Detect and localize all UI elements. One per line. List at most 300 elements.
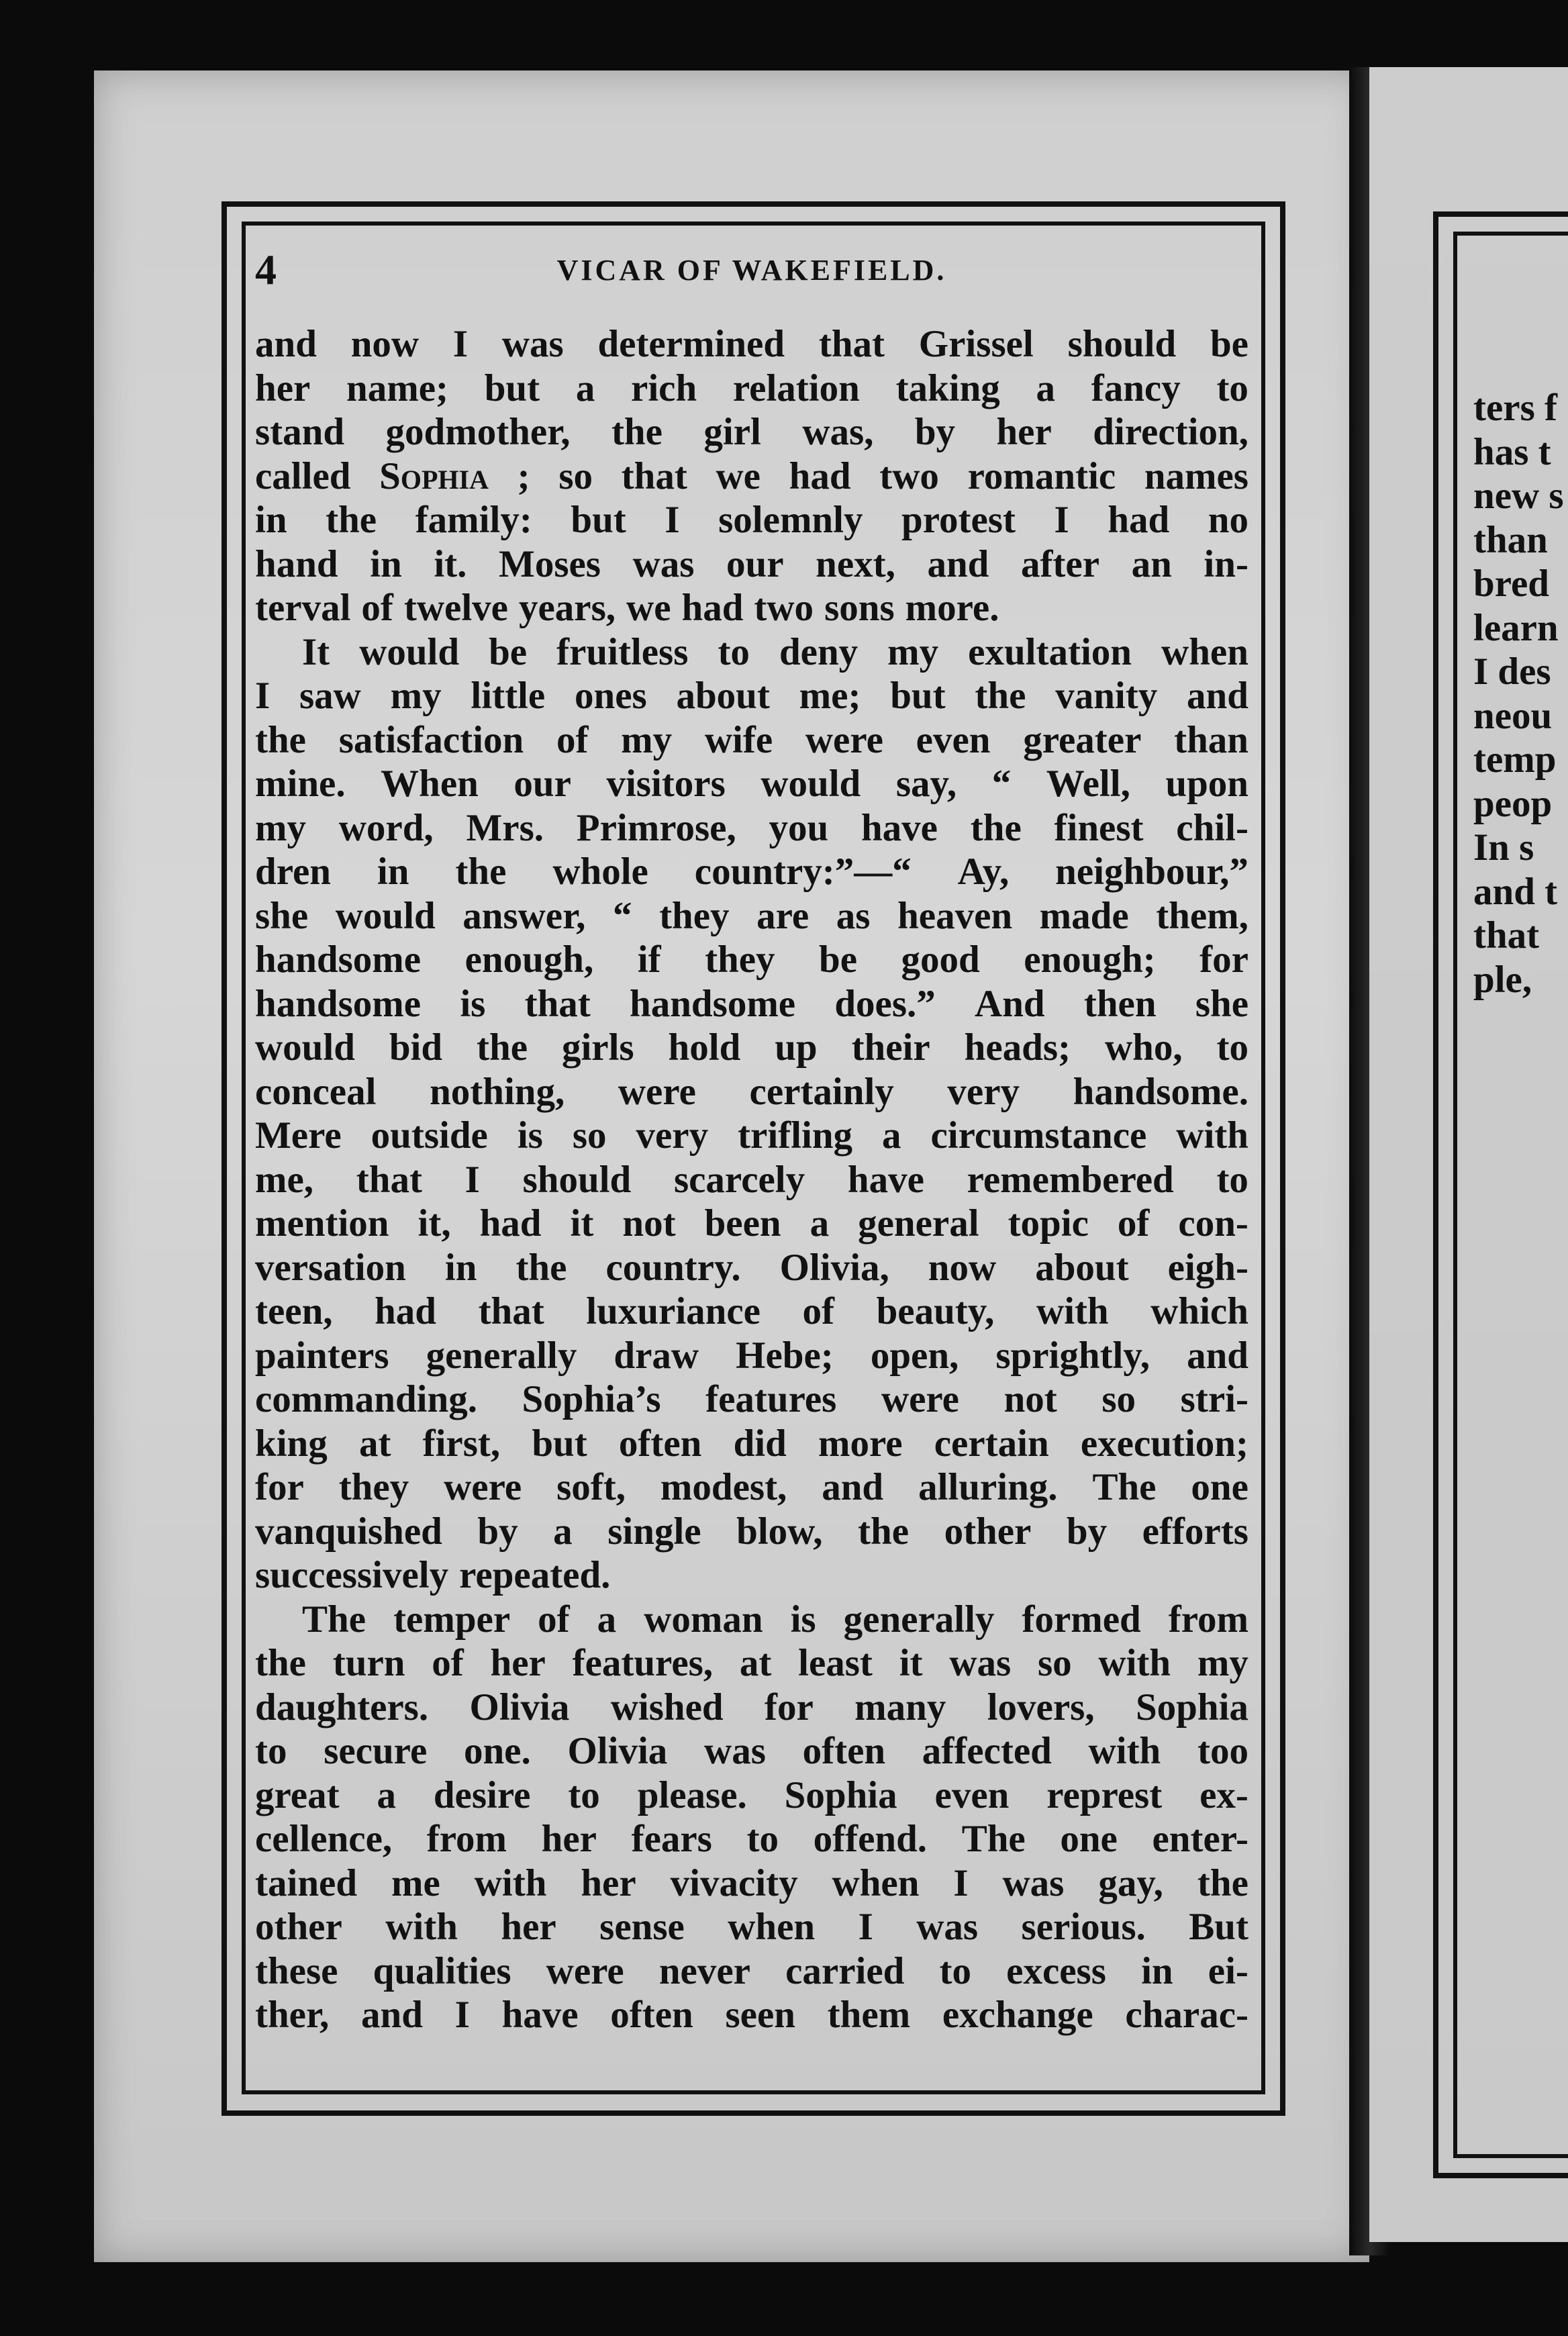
word: our [726,542,784,585]
text-line [255,1465,1248,1510]
text-line [255,367,1248,411]
word: it [899,1642,923,1684]
word: the [477,1026,528,1069]
word: And [975,982,1045,1025]
word: the [1197,1861,1248,1904]
word: The [961,1818,1026,1860]
word: her [501,1906,556,1948]
word: years, [519,587,616,629]
word: one [1191,1466,1248,1508]
word: twelve [403,587,508,629]
text-line [255,938,1248,982]
word: me [391,1861,440,1904]
word: names [1144,454,1248,497]
word: but [532,1422,587,1465]
word: fruitless [556,630,689,673]
word: exchange [942,1994,1093,2036]
word: in- [1204,542,1248,585]
word: it. [434,542,467,585]
word: but [890,675,946,717]
word: heads; [964,1026,1071,1069]
text-line [255,718,1248,763]
word: deny [779,630,859,673]
word: a [810,1202,830,1245]
text-line [255,1949,1248,1994]
facing-text-line: In s [1473,826,1534,869]
word: country. [605,1246,741,1289]
word: for [1199,938,1248,981]
word: about [1035,1246,1129,1289]
word: Primrose, [576,806,736,849]
word: when [728,1906,816,1948]
word: Grissel [918,323,1034,365]
word: generally [843,1598,995,1641]
word: many [854,1686,946,1729]
facing-text-line: than [1473,518,1548,561]
word: ther, [255,1994,330,2036]
word: with [1036,1290,1109,1332]
word: exultation [968,630,1132,673]
word: an [1131,542,1172,585]
word: outside [371,1114,488,1157]
word: country:”—“ [694,850,912,893]
word: she [255,894,309,937]
word: “ [613,894,632,937]
text-line [255,1026,1248,1070]
word: to [568,1773,600,1816]
word: of [1117,1202,1150,1245]
text-line [255,850,1248,894]
word: carried [785,1949,905,1992]
text-line [255,982,1248,1026]
word: sprightly, [995,1334,1150,1377]
word: after [1020,542,1100,585]
word: king [255,1422,328,1465]
word: been [704,1202,781,1245]
word: even [934,1773,1010,1816]
word: in [1141,1949,1173,1992]
word: word, [338,806,434,849]
text-line [255,1773,1248,1818]
word: Hebe; [736,1334,834,1377]
word: nothing, [430,1070,565,1113]
word: my [621,718,673,761]
word: of [432,1642,464,1684]
text-line [255,1553,1248,1598]
word: Sophia’s [522,1378,661,1420]
word: I [255,675,271,717]
word: a [553,1510,573,1553]
word: in [255,499,287,541]
word: and [822,1466,884,1508]
word: efforts [1142,1510,1248,1553]
text-line [255,1905,1248,1949]
word: greater [1023,718,1142,761]
word: scarcely [673,1158,805,1201]
word: taking [895,367,1000,409]
word: neighbour,” [1055,850,1248,893]
facing-text-line: neou [1473,694,1553,737]
word: versation [255,1246,406,1289]
word: which [1150,1290,1248,1332]
word: not [622,1202,676,1245]
word: con- [1178,1202,1248,1245]
word: wished [610,1686,724,1729]
word: were [618,1070,696,1113]
word: ; [517,454,530,497]
word: than [1174,718,1248,761]
word: her [581,1861,636,1904]
word: the [255,718,306,761]
text-line [255,1729,1248,1773]
word: of [538,1598,570,1641]
word: Well, [1046,763,1130,805]
word: circumstance [930,1114,1147,1157]
word: would [255,1026,355,1069]
facing-text-line: ple, [1473,958,1532,1001]
word: was, [802,411,874,453]
word: heaven [897,894,1013,937]
word: is [790,1598,816,1641]
word: whole [552,850,648,893]
word: good [901,938,980,981]
word: modest, [660,1466,787,1508]
word: now [928,1246,997,1289]
word: painters [255,1334,389,1377]
word: at [739,1642,772,1684]
word: was [1002,1861,1065,1904]
word: but [484,367,540,409]
text-line [255,410,1248,454]
word: does.” [834,982,936,1025]
word: little [471,675,546,717]
word: is [460,982,486,1025]
word: was [949,1642,1012,1684]
word: two [879,454,939,497]
word: was [704,1730,766,1772]
word: teen, [255,1290,333,1332]
facing-text-line: temp [1473,738,1557,781]
word: not [1003,1378,1057,1420]
page-number: 4 [255,246,277,293]
word: hold [668,1026,741,1069]
text-line [255,1202,1248,1246]
word: have [861,806,938,849]
word: I [464,1158,480,1201]
word: her [996,411,1052,453]
word: determined [597,323,785,365]
word: say, [895,763,957,805]
word: are [756,894,810,937]
word: so [1037,1642,1072,1684]
word: features, [572,1642,714,1684]
word: vanity [1055,675,1158,717]
body-text [255,322,1248,2037]
word: when [1161,630,1248,673]
word: to [1216,1026,1248,1069]
word: it [570,1202,594,1245]
word: were [444,1466,522,1508]
word: and [1187,1334,1248,1377]
word: have [847,1158,924,1201]
word: other [944,1510,1032,1553]
word: topic [1008,1202,1089,1245]
text-line [255,630,1248,675]
facing-text-line: ters f [1473,387,1557,429]
text-line [255,1510,1248,1554]
word: enter- [1152,1818,1248,1860]
text-line [255,1246,1248,1290]
facing-text-line: that [1473,914,1540,957]
word: Sophia [1135,1686,1248,1729]
word: my [887,630,939,673]
facing-text-line: has t [1473,430,1551,473]
word: at [358,1422,391,1465]
word: conceal [255,1070,377,1113]
text-line [255,1334,1248,1378]
word: girl [703,411,761,453]
word: temper [393,1598,511,1641]
word: gay, [1098,1861,1163,1904]
word: is [517,1114,543,1157]
word: with [1098,1642,1171,1684]
word: stri- [1180,1378,1248,1420]
word: ones [575,675,647,717]
word: about [676,675,770,717]
word: so [1101,1378,1136,1420]
word: had [681,587,744,629]
word: of [802,1290,835,1332]
word: and [1187,675,1248,717]
word: from [1168,1598,1248,1641]
word: the [326,499,377,541]
word: more [818,1422,903,1465]
word: handsome [630,982,796,1025]
word: was [501,323,564,365]
word: sense [599,1906,685,1948]
word: had [1108,499,1170,541]
word: certain [934,1422,1049,1465]
word: have [501,1994,579,2036]
word: she [1195,982,1248,1025]
word: The [1092,1466,1157,1508]
word: I [858,1906,873,1948]
text-line [255,1686,1248,1730]
word: these [255,1949,338,1992]
facing-text-line: I des [1473,650,1551,693]
word: turn [332,1642,405,1684]
text-line [255,322,1248,367]
word: least [798,1642,873,1684]
word: execution; [1080,1422,1248,1465]
word: repeated. [459,1554,611,1596]
word: wife [704,718,773,761]
word: rich [631,367,697,409]
word: had [375,1290,436,1332]
facing-page [1369,67,1568,2242]
word: open, [870,1334,959,1377]
word: satisfaction [338,718,524,761]
text-line [255,1422,1248,1466]
word: a [882,1114,901,1157]
word: up [775,1026,818,1069]
word: should [522,1158,632,1201]
word: one [1060,1818,1118,1860]
word: for [255,1466,304,1508]
running-head: VICAR OF WAKEFIELD. [556,254,947,287]
word: more. [905,587,999,629]
word: daughters. [255,1686,429,1729]
text-line [255,1114,1248,1158]
word: by [477,1510,518,1553]
word: stand [255,411,345,453]
word: handsome. [1073,1070,1248,1113]
word: upon [1165,763,1248,805]
word: vanquished [255,1510,442,1553]
word: draw [614,1334,699,1377]
word: mine. [255,763,346,805]
word: dren [255,850,331,893]
word: called [255,454,351,497]
text-line [255,1861,1248,1906]
word: fears [631,1818,712,1860]
word: to [939,1949,971,1992]
word: I [454,1994,470,2036]
word: were [546,1949,624,1992]
word: I [452,323,469,365]
word: woman [644,1598,763,1641]
word: her [255,367,311,409]
word: the [516,1246,567,1289]
word: be [1210,323,1248,365]
word: romantic [967,454,1116,497]
word: would [359,630,460,673]
word: be [819,938,858,981]
word: terval [255,587,351,629]
text-line [255,542,1248,587]
word: with [1176,1114,1248,1157]
word: saw [299,675,361,717]
word: tained [255,1861,358,1904]
word: beauty, [876,1290,995,1332]
facing-page-text [1473,386,1568,1002]
word: her [490,1642,546,1684]
word: her [541,1818,597,1860]
word: be [489,630,528,673]
word: so [558,454,593,497]
word: had [789,454,851,497]
word: by [914,411,956,453]
word: represt [1046,1773,1163,1816]
word: solemnly [718,499,863,541]
word: that [818,323,885,365]
word: girls [561,1026,634,1069]
word: but [571,499,626,541]
text-line [255,1158,1248,1202]
word: excess [1006,1949,1106,1992]
facing-text-line: learn [1473,606,1559,649]
word: luxuriance [586,1290,761,1332]
word: the [455,850,507,893]
word: Mere [255,1114,342,1157]
word: please. [637,1773,747,1816]
word: to [1216,367,1248,409]
word: made [1039,894,1129,937]
word: often [802,1730,886,1772]
word: in [444,1246,477,1289]
word: blow, [736,1510,823,1553]
word: “ [991,763,1012,805]
facing-text-line: bred [1473,563,1549,605]
word: answer, [462,894,586,937]
word: godmother, [385,411,571,453]
word: they [659,894,730,937]
text-line [255,894,1248,938]
facing-text-line: and t [1473,870,1558,913]
word: and [255,323,317,365]
word: hand [255,542,338,585]
page-header [255,245,1248,299]
word: remembered [967,1158,1174,1201]
word: the [611,411,663,453]
word: the [975,675,1026,717]
word: me; [799,675,861,717]
word: protest [901,499,1016,541]
word: often [610,1994,693,2036]
word: our [513,763,571,805]
text-line [255,1993,1248,2037]
word: It [302,630,330,673]
word: The [302,1598,366,1641]
word: one. [463,1730,531,1772]
word: two [754,587,814,629]
word: great [255,1773,340,1816]
word: we [716,454,761,497]
word: was [916,1906,979,1948]
facing-text-line: peop [1473,782,1553,825]
word: we [626,587,671,629]
word: the [858,1510,909,1553]
word: with [385,1906,458,1948]
word: lovers, [987,1686,1095,1729]
word: very [636,1114,709,1157]
word: handsome [255,938,422,981]
word: bid [389,1026,443,1069]
word: their [851,1026,930,1069]
facing-text-line: new s [1473,475,1564,517]
text-line [255,1070,1248,1114]
word: and [927,542,989,585]
word: in [377,850,409,893]
word: them [827,1994,911,2036]
word: next, [816,542,895,585]
word: in [370,542,402,585]
word: Moses [499,542,601,585]
word: fancy [1091,367,1181,409]
word: that [478,1290,544,1332]
word: single [607,1510,701,1553]
word: mention [255,1202,389,1245]
word: the [255,1642,306,1684]
word: to [718,630,750,673]
word: to [746,1818,779,1860]
word: that [356,1158,422,1201]
word: you [769,806,829,849]
word: even [916,718,991,761]
word: they [338,1466,409,1508]
word: a [1036,367,1056,409]
word: But [1189,1906,1248,1948]
